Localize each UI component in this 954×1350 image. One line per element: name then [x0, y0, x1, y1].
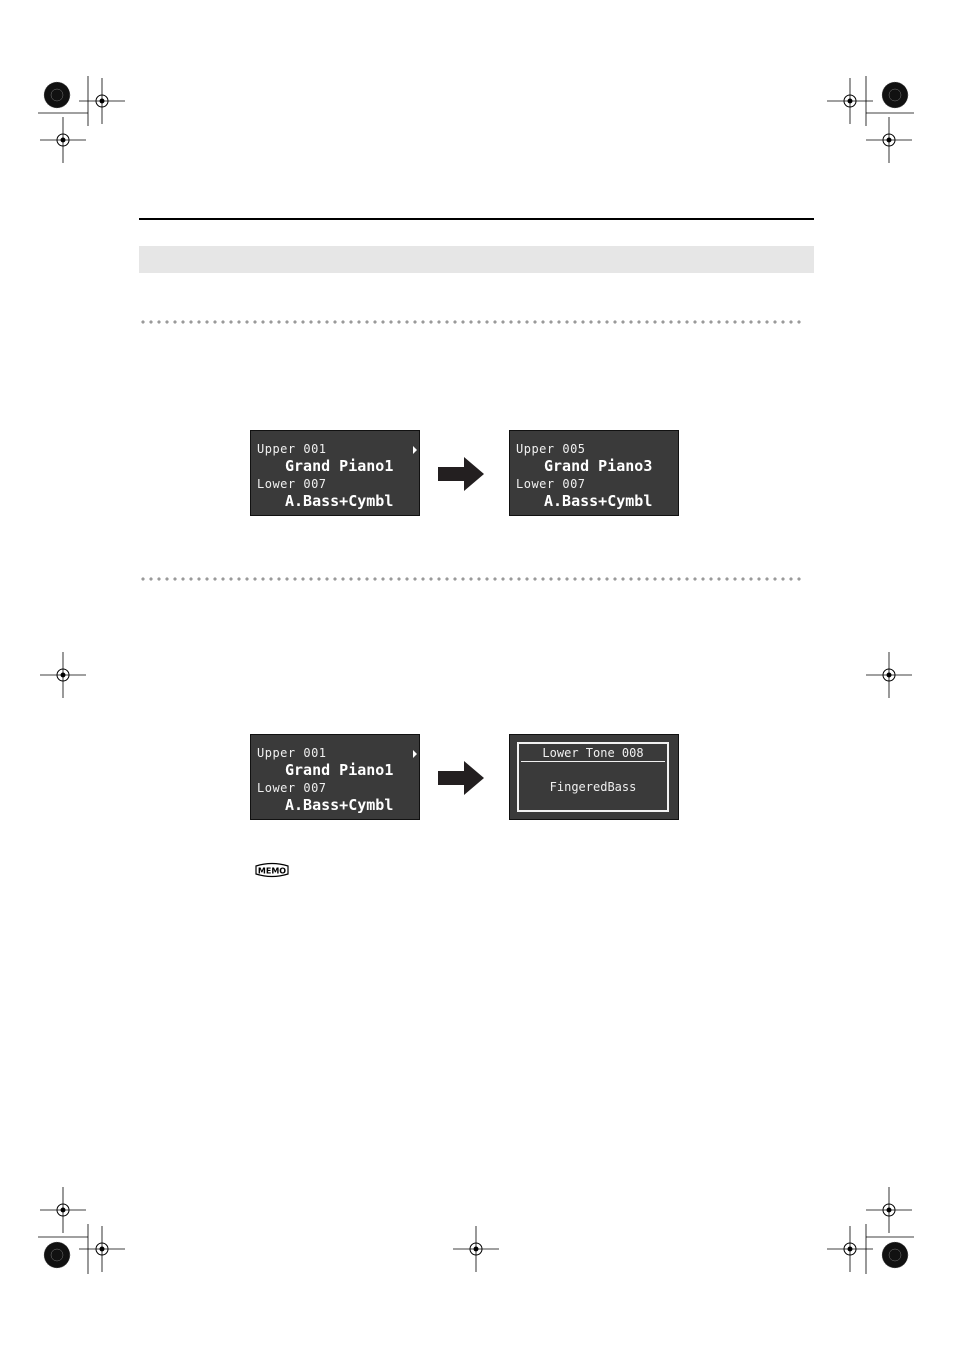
popup-tone-name: FingeredBass	[549, 780, 637, 794]
lcd-display-before-2	[250, 734, 420, 820]
lower-label: Lower 007	[257, 477, 327, 491]
lower-label: Lower 007	[516, 477, 586, 491]
lower-tone-popup	[517, 742, 669, 812]
popup-divider	[521, 761, 665, 762]
right-arrow-icon	[438, 761, 484, 795]
right-triangle-icon	[413, 446, 417, 454]
header-rule	[139, 218, 814, 220]
dotted-divider-1	[139, 320, 804, 324]
lcd-display-after-1	[509, 430, 679, 516]
right-arrow-icon	[438, 457, 484, 491]
upper-tone-name: Grand Piano3	[544, 457, 653, 475]
upper-tone-name: Grand Piano1	[285, 457, 394, 475]
popup-title: Lower Tone 008	[542, 746, 644, 760]
upper-label: Upper 005	[516, 442, 586, 456]
lower-tone-name: A.Bass+Cymbl	[285, 796, 394, 814]
memo-icon	[254, 862, 290, 878]
section-heading-band	[139, 246, 814, 273]
right-triangle-icon	[413, 750, 417, 758]
lcd-display-before-1	[250, 430, 420, 516]
upper-label: Upper 001	[257, 442, 327, 456]
lower-label: Lower 007	[257, 781, 327, 795]
dotted-divider-2	[139, 577, 804, 581]
svg-text:MEMO: MEMO	[257, 866, 287, 876]
upper-label: Upper 001	[257, 746, 327, 760]
lower-tone-name: A.Bass+Cymbl	[285, 492, 394, 510]
lower-tone-name: A.Bass+Cymbl	[544, 492, 653, 510]
lcd-display-popup	[509, 734, 679, 820]
upper-tone-name: Grand Piano1	[285, 761, 394, 779]
